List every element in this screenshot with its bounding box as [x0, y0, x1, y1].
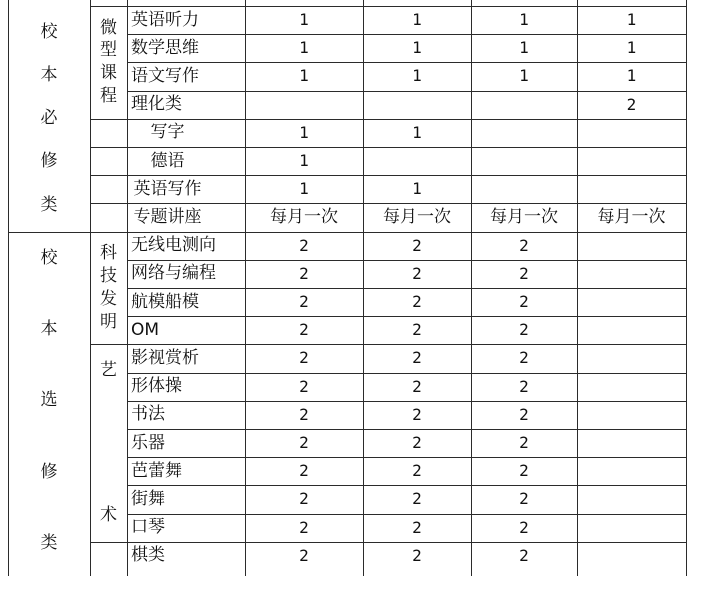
row-divider: [127, 260, 686, 261]
hours-cell: 2: [299, 263, 309, 283]
row-divider: [127, 34, 686, 35]
hours-cell: 1: [519, 10, 529, 30]
course-name: 无线电测向: [131, 235, 216, 256]
hours-cell: 1: [299, 66, 309, 86]
hours-cell: 2: [412, 376, 422, 396]
column-divider: [577, 0, 578, 576]
row-divider: [127, 401, 686, 402]
hours-cell: 1: [626, 10, 637, 30]
group-label-char: 程: [100, 86, 117, 107]
course-name: 数学思维: [131, 37, 199, 58]
group-label: [90, 245, 127, 331]
hours-cell: [471, 91, 577, 119]
hours-cell: 2: [299, 433, 309, 453]
course-name: 乐器: [131, 432, 165, 453]
section-label-char: 校: [40, 247, 58, 268]
course-name: 英语写作: [133, 178, 202, 199]
group-label: [90, 17, 127, 107]
hours-cell: [577, 175, 686, 203]
course-name: 理化类: [131, 94, 182, 115]
section-label-char: 校: [40, 22, 58, 42]
hours-cell: 2: [519, 517, 529, 537]
section-label: [8, 24, 90, 214]
hours-cell: [577, 344, 686, 372]
hours-cell: 2: [412, 404, 422, 424]
hours-cell: [577, 232, 686, 260]
hours-cell: 2: [412, 545, 422, 565]
hours-cell: 2: [412, 461, 422, 481]
course-name: 芭蕾舞: [131, 460, 182, 481]
course-name: 口琴: [131, 517, 165, 538]
hours-cell: 1: [299, 10, 309, 30]
row-divider: [127, 288, 686, 289]
hours-cell: [577, 514, 686, 542]
hours-cell: 2: [519, 461, 529, 481]
course-name: 影视赏析: [131, 347, 199, 368]
group-label-char: 微: [100, 17, 117, 38]
hours-cell: 1: [519, 38, 529, 58]
hours-cell: 1: [626, 38, 637, 58]
hours-cell: 每月一次: [490, 206, 558, 227]
hours-cell: 1: [412, 66, 422, 86]
course-name: 棋类: [131, 545, 165, 566]
course-name: 街舞: [131, 488, 165, 509]
hours-cell: 每月一次: [597, 206, 666, 227]
hours-cell: 2: [412, 292, 422, 312]
section-label-char: 类: [40, 532, 58, 553]
hours-cell: 1: [412, 179, 422, 199]
hours-cell: 2: [412, 320, 422, 340]
section-label: [8, 247, 90, 553]
group-label-char: 课: [100, 63, 117, 84]
hours-cell: 2: [519, 320, 529, 340]
column-divider: [90, 0, 91, 576]
hours-cell: 1: [412, 38, 422, 58]
row-divider: [90, 344, 686, 345]
hours-cell: [577, 485, 686, 513]
column-divider: [471, 0, 472, 576]
hours-cell: 2: [299, 489, 309, 509]
hours-cell: [577, 401, 686, 429]
hours-cell: 2: [519, 433, 529, 453]
course-name: 写字: [150, 122, 185, 143]
group-label-char: 明: [100, 311, 117, 332]
course-name: OM: [131, 319, 160, 340]
hours-cell: 2: [519, 489, 529, 509]
hours-cell: 2: [299, 292, 309, 312]
group-label-char: 术: [100, 504, 117, 525]
section-label-char: 本: [40, 318, 58, 339]
course-name: 德语: [150, 150, 185, 171]
hours-cell: 2: [299, 545, 309, 565]
row-divider: [127, 91, 686, 92]
hours-cell: 1: [299, 38, 309, 58]
hours-cell: 2: [299, 404, 309, 424]
hours-cell: 1: [299, 122, 309, 142]
hours-cell: 2: [412, 517, 422, 537]
hours-cell: 1: [299, 151, 309, 171]
hours-cell: [471, 119, 577, 147]
hours-cell: [577, 316, 686, 344]
hours-cell: 2: [412, 263, 422, 283]
column-divider: [686, 0, 687, 576]
hours-cell: 每月一次: [383, 206, 451, 227]
hours-cell: 2: [519, 348, 529, 368]
group-label-char: 科: [100, 243, 117, 264]
row-divider: [127, 373, 686, 374]
column-divider: [245, 0, 246, 576]
hours-cell: 2: [412, 433, 422, 453]
column-divider: [363, 0, 364, 576]
hours-cell: 2: [519, 404, 529, 424]
hours-cell: [577, 119, 686, 147]
course-name: 书法: [131, 404, 165, 425]
hours-cell: [577, 457, 686, 485]
hours-cell: 2: [299, 461, 309, 481]
course-name: 专题讲座: [133, 206, 202, 227]
course-name: 形体操: [131, 376, 182, 397]
row-divider: [90, 542, 686, 543]
section-label-char: 修: [40, 461, 58, 482]
hours-cell: [471, 175, 577, 203]
section-label-char: 本: [40, 65, 58, 86]
hours-cell: 2: [626, 94, 637, 114]
section-label-char: 类: [40, 194, 58, 215]
hours-cell: 2: [519, 263, 529, 283]
hours-cell: [471, 147, 577, 175]
row-divider: [127, 457, 686, 458]
group-label-char: 型: [100, 40, 117, 61]
row-divider: [127, 429, 686, 430]
course-name: 语文写作: [131, 65, 199, 86]
row-divider: [127, 316, 686, 317]
hours-cell: 1: [412, 10, 422, 30]
hours-cell: 2: [519, 376, 529, 396]
hours-cell: 2: [519, 545, 529, 565]
group-label-char: 艺: [100, 360, 117, 381]
row-divider: [90, 6, 686, 7]
section-label-char: 必: [40, 108, 58, 129]
hours-cell: [363, 147, 471, 175]
hours-cell: 2: [519, 292, 529, 312]
course-name: 航模船模: [131, 291, 199, 312]
group-label-char: 技: [100, 266, 117, 287]
row-divider: [127, 62, 686, 63]
column-divider: [8, 0, 9, 576]
course-name: 网络与编程: [131, 263, 216, 284]
hours-cell: 1: [519, 66, 529, 86]
hours-cell: 1: [626, 66, 637, 86]
hours-cell: [577, 429, 686, 457]
hours-cell: 每月一次: [270, 206, 338, 227]
hours-cell: 2: [299, 348, 309, 368]
column-divider: [127, 0, 128, 576]
hours-cell: 2: [299, 320, 309, 340]
hours-cell: [577, 542, 686, 570]
hours-cell: 1: [299, 179, 309, 199]
hours-cell: [577, 373, 686, 401]
hours-cell: 2: [412, 489, 422, 509]
hours-cell: 2: [299, 376, 309, 396]
hours-cell: 2: [412, 235, 422, 255]
course-name: 英语听力: [131, 9, 199, 30]
hours-cell: 2: [519, 235, 529, 255]
section-divider: [8, 232, 686, 233]
row-divider: [127, 514, 686, 515]
hours-cell: [363, 91, 471, 119]
section-label-char: 修: [40, 151, 58, 172]
hours-cell: [245, 91, 363, 119]
hours-cell: [577, 288, 686, 316]
hours-cell: 1: [412, 122, 422, 142]
hours-cell: [577, 147, 686, 175]
row-divider: [127, 485, 686, 486]
hours-cell: 2: [412, 348, 422, 368]
group-label-char: 发: [100, 288, 117, 309]
section-label-char: 选: [40, 390, 58, 411]
hours-cell: 2: [299, 235, 309, 255]
group-label: [90, 362, 127, 523]
hours-cell: [577, 260, 686, 288]
hours-cell: 2: [299, 517, 309, 537]
